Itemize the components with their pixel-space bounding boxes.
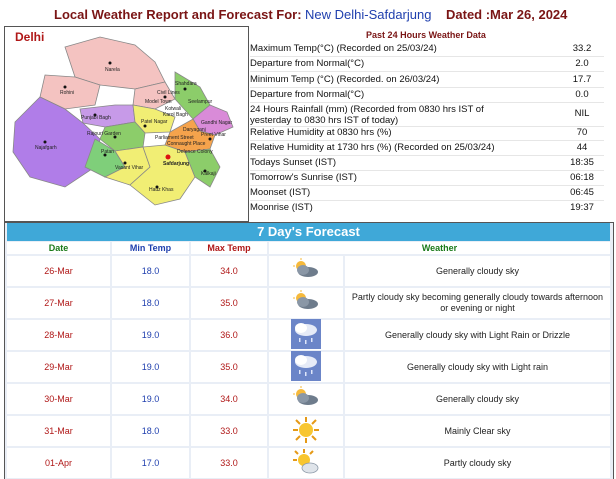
map-label-seelampur: Seelampur (188, 99, 213, 105)
obs-row-sunset (250, 157, 604, 171)
obs-label: Todays Sunset (IST) (250, 157, 337, 168)
obs-value: NIL (574, 108, 590, 119)
map-label-daryaganj: Daryaganj (183, 127, 206, 133)
map-label-parliament-street: Parliament Street (155, 135, 194, 141)
col-header-min-temp: Min Temp (112, 242, 189, 254)
forecast-weather-text: Mainly Clear sky (345, 416, 610, 446)
obs-label: Moonset (IST) (250, 187, 311, 198)
obs-label: Departure from Normal(°C) (250, 58, 365, 69)
obs-value: 70 (576, 127, 588, 138)
map-title: Delhi (15, 30, 45, 44)
forecast-icon-cell (269, 288, 343, 318)
map-label-hauz-khas: Hauz Khas (149, 187, 174, 193)
forecast-icon-cell (269, 352, 343, 382)
obs-row-min-departure (250, 89, 604, 103)
obs-value: 06:45 (570, 187, 594, 198)
forecast-weather-text: Generally cloudy sky with Light Rain or Drizzle (345, 320, 610, 350)
map-label-patan: Patan (101, 149, 115, 155)
partly-cloudy-icon (291, 386, 321, 412)
map-label-najafgarh: Najafgarh (35, 145, 57, 151)
obs-label: Maximum Temp(°C) (Recorded on 25/03/24) (250, 43, 437, 54)
partly-cloudy-icon (291, 258, 321, 284)
forecast-date: 30-Mar (7, 384, 110, 414)
obs-row-max-temp (250, 43, 604, 57)
forecast-date: 01-Apr (7, 448, 110, 478)
obs-value: 06:18 (570, 172, 594, 183)
map-label-rohini: Rohini (60, 90, 75, 96)
forecast-row (7, 256, 610, 286)
map-label-preet-vihar: Preet Vihar (201, 132, 226, 138)
obs-row-moonrise (250, 202, 604, 215)
map-label-kalkaji: Kalkaji (201, 171, 216, 177)
forecast-title: 7 Day's Forecast (7, 223, 610, 241)
station-name: New Delhi-Safdarjung (305, 7, 432, 22)
forecast-max-temp: 35.0 (191, 288, 267, 318)
sun-icon (292, 416, 320, 446)
obs-label: Departure from Normal(°C) (250, 89, 365, 100)
obs-label: Moonrise (IST) (250, 202, 313, 213)
forecast-weather-text: Generally cloudy sky with Light rain (345, 352, 610, 382)
seven-day-forecast (4, 222, 614, 479)
forecast-row (7, 288, 610, 318)
obs-row-moonset (250, 187, 604, 201)
rain-icon (291, 319, 321, 351)
past-24h-title: Past 24 Hours Weather Data (366, 30, 486, 40)
forecast-min-temp: 19.0 (112, 320, 189, 350)
forecast-row (7, 352, 610, 382)
obs-label: Relative Humidity at 0830 hrs (%) (250, 127, 392, 138)
obs-row-min-temp (250, 74, 604, 88)
obs-label: Tomorrow's Sunrise (IST) (250, 172, 357, 183)
obs-value: 33.2 (572, 43, 592, 54)
forecast-min-temp: 18.0 (112, 416, 189, 446)
forecast-min-temp: 17.0 (112, 448, 189, 478)
map-label-kotwali: Kotwali (165, 106, 182, 112)
forecast-max-temp: 33.0 (191, 416, 267, 446)
obs-value: 0.0 (575, 89, 589, 100)
forecast-weather-text: Generally cloudy sky (345, 256, 610, 286)
forecast-date: 29-Mar (7, 352, 110, 382)
forecast-row (7, 416, 610, 446)
obs-row-sunrise (250, 172, 604, 186)
forecast-max-temp: 33.0 (191, 448, 267, 478)
forecast-weather-text: Partly cloudy sky becoming generally cloudy towards afternoon or evening or night (345, 288, 610, 318)
map-label-karol-bagh: Karol Bagh (163, 112, 188, 118)
sun-cloud-icon (292, 448, 320, 478)
map-label-defence-colony: Defence Colony (177, 149, 213, 155)
forecast-icon-cell (269, 384, 343, 414)
obs-value: 18:35 (570, 157, 594, 168)
obs-label: Relative Humidity at 1730 hrs (%) (Recorded on 25/03/24) (250, 142, 495, 153)
forecast-date: 28-Mar (7, 320, 110, 350)
obs-value: 17.7 (572, 74, 592, 85)
map-label-connaught-place: Connaught Place (167, 141, 206, 147)
forecast-row (7, 384, 610, 414)
obs-value: 44 (576, 142, 588, 153)
obs-row-rainfall (250, 103, 604, 127)
forecast-min-temp: 19.0 (112, 384, 189, 414)
col-header-max-temp: Max Temp (191, 242, 267, 254)
forecast-max-temp: 36.0 (191, 320, 267, 350)
obs-row-humidity-0830 (250, 127, 604, 141)
obs-row-humidity-1730 (250, 142, 604, 156)
map-label-model-town: Model Town (145, 99, 172, 105)
obs-label: Minimum Temp (°C) (Recorded. on 26/03/24) (250, 74, 440, 85)
forecast-icon-cell (269, 448, 343, 478)
forecast-date: 27-Mar (7, 288, 110, 318)
forecast-min-temp: 18.0 (112, 288, 189, 318)
rain-icon (291, 351, 321, 383)
map-label-gandhi-nagar: Gandhi Nagar (201, 120, 233, 126)
forecast-icon-cell (269, 320, 343, 350)
map-label-punjabi-bagh: Punjabi Bagh (81, 115, 111, 121)
map-graphic (5, 27, 248, 221)
obs-label: 24 Hours Rainfall (mm) (Recorded from 0830 hrs IST of yesterday to 0830 hrs IST of today) (250, 104, 484, 126)
map-label-vasant-vihar: Vasant Vihar (115, 165, 144, 171)
col-header-weather: Weather (269, 242, 610, 254)
map-label-civil-lines: Civil Lines (157, 90, 180, 96)
forecast-weather-text: Partly cloudy sky (345, 448, 610, 478)
map-label-rajouri-garden: Rajouri Garden (87, 131, 121, 137)
forecast-row (7, 320, 610, 350)
map-label-shahdara: Shahdara (175, 81, 197, 87)
report-title: Local Weather Report and Forecast For: (54, 7, 302, 22)
map-label-narela: Narela (105, 67, 120, 73)
forecast-date: 26-Mar (7, 256, 110, 286)
obs-row-max-departure (250, 58, 604, 72)
report-header (0, 0, 616, 28)
past-24h-weather-panel (248, 28, 604, 220)
report-date: Dated :Mar 26, 2024 (446, 7, 568, 22)
col-header-date: Date (7, 242, 110, 254)
forecast-icon-cell (269, 416, 343, 446)
forecast-weather-text: Generally cloudy sky (345, 384, 610, 414)
forecast-max-temp: 34.0 (191, 384, 267, 414)
forecast-icon-cell (269, 256, 343, 286)
partly-cloudy-icon (291, 290, 321, 316)
forecast-min-temp: 18.0 (112, 256, 189, 286)
delhi-district-map (4, 26, 249, 222)
forecast-max-temp: 34.0 (191, 256, 267, 286)
obs-value: 2.0 (575, 58, 589, 69)
map-label-patel-nagar: Patel Nagar (141, 119, 168, 125)
safdarjung-marker (166, 155, 171, 160)
forecast-date: 31-Mar (7, 416, 110, 446)
forecast-min-temp: 19.0 (112, 352, 189, 382)
obs-value: 19:37 (570, 202, 594, 213)
map-label-safdarjung: Safdarjung (163, 161, 190, 167)
forecast-row (7, 448, 610, 478)
forecast-max-temp: 35.0 (191, 352, 267, 382)
